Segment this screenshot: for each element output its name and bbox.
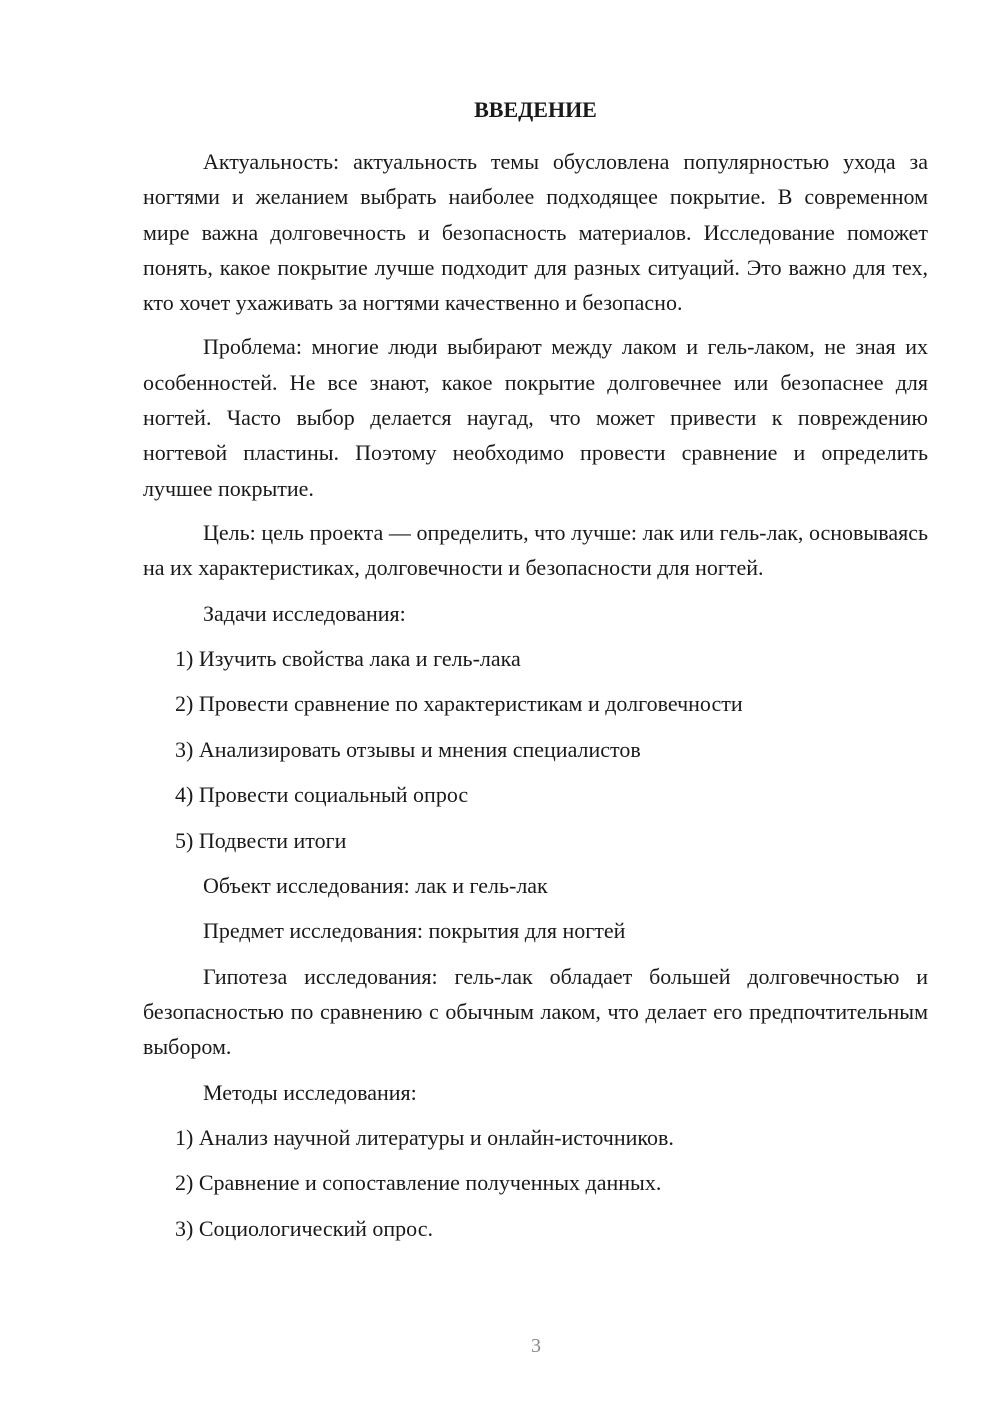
page-title: ВВЕДЕНИЕ: [474, 97, 597, 122]
list-item: 1) Изучить свойства лака и гель-лака: [175, 645, 521, 671]
list-item: 2) Сравнение и сопоставление полученных данных.: [175, 1170, 662, 1196]
subject-line: Предмет исследования: покрытия для ногтей: [203, 918, 626, 944]
list-item: 1) Анализ научной литературы и онлайн-источников.: [175, 1124, 674, 1150]
page-number: 3: [531, 1335, 541, 1357]
list-item: 4) Провести социальный опрос: [175, 782, 469, 808]
list-item: 2) Провести сравнение по характеристикам и долговечности: [175, 691, 743, 717]
hypothesis-paragraph: Гипотеза исследования: гель-лак обладает большей долговечностью и безопасностью по сравнению с обычным лаком, что делает его предпочтительным выбором.: [143, 963, 928, 1060]
list-item: 3) Анализировать отзывы и мнения специалистов: [175, 736, 641, 762]
methods-heading: Методы исследования:: [203, 1079, 417, 1105]
tasks-heading: Задачи исследования:: [203, 600, 406, 626]
problem-paragraph: Проблема: многие люди выбирают между лаком и гель-лаком, не зная их особенностей. Не все знают, какое покрытие долговечнее или безопаснее для ногтей. Часто выбор делается наугад, что может привести к повреждению ногтевой пластины. Поэтому необходимо провести сравнение и определить лучшее покрытие.: [143, 334, 928, 501]
object-line: Объект исследования: лак и гель-лак: [203, 872, 548, 898]
goal-paragraph: Цель: цель проекта — определить, что лучше: лак или гель-лак, основываясь на их характеристиках, долговечности и безопасности для ногтей.: [143, 519, 928, 581]
document-page: [143, 96, 928, 1256]
relevance-paragraph: Актуальность: актуальность темы обусловлена популярностью ухода за ногтями и желанием выбрать наиболее подходящее покрытие. В современном мире важна долговечность и безопасность материалов. Исследование поможет понять, какое покрытие лучше подходит для разных ситуаций. Это важно для тех, кто хочет ухаживать за ногтями качественно и безопасно.: [143, 149, 928, 316]
list-item: 3) Социологический опрос.: [175, 1215, 433, 1241]
list-item: 5) Подвести итоги: [175, 827, 347, 853]
